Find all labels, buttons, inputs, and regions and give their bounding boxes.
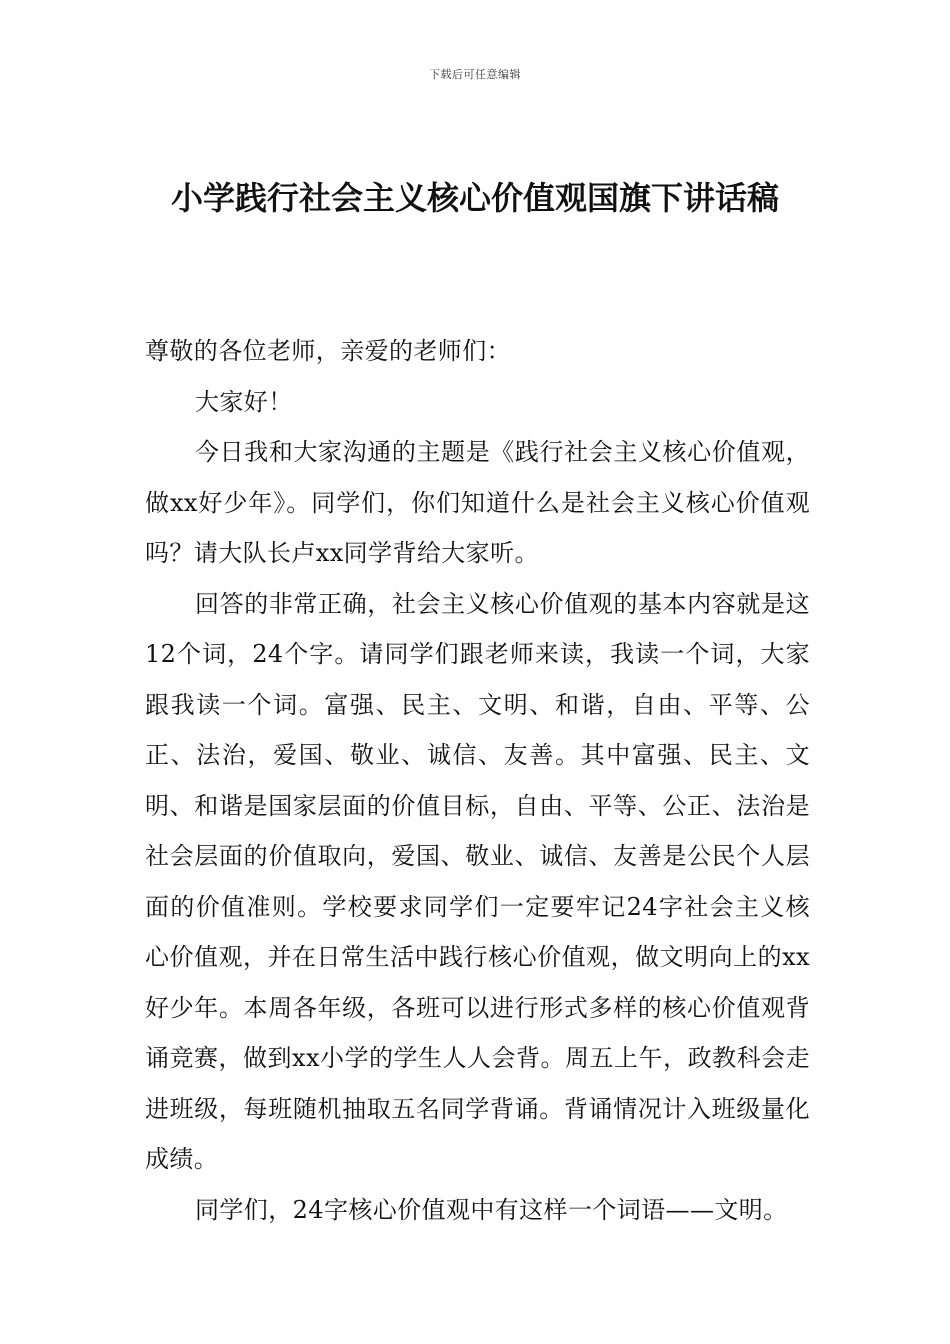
paragraph-greeting: 大家好！ xyxy=(195,387,293,416)
paragraph-civility: 同学们，24字核心价值观中有这样一个词语——文明。 xyxy=(195,1195,788,1224)
salutation: 尊敬的各位老师，亲爱的老师们： xyxy=(145,337,511,365)
page-title: 小学践行社会主义核心价值观国旗下讲话稿 xyxy=(170,179,779,217)
header-note: 下载后可任意编辑 xyxy=(429,68,521,81)
document-body xyxy=(145,326,810,1235)
paragraph-topic: 今日我和大家沟通的主题是《践行社会主义核心价值观，做xx好少年》。同学们，你们知道什么是社会主义核心价值观吗？请大队长卢xx同学背给大家听。 xyxy=(145,438,810,567)
paragraph-values: 回答的非常正确，社会主义核心价值观的基本内容就是这12个词，24个字。请同学们跟老师来读，我读一个词，大家跟我读一个词。富强、民主、文明、和谐，自由、平等、公正、法治，爱国、敬业、诚信、友善。其中富强、民主、文明、和谐是国家层面的价值目标，自由、平等、公正、法治是社会层面的价值取向，爱国、敬业、诚信、友善是公民个人层面的价值准则。学校要求同学们一定要牢记24字社会主义核心价值观，并在日常生活中践行核心价值观，做文明向上的xx好少年。本周各年级，各班可以进行形式多样的核心价值观背诵竞赛，做到xx小学的学生人人会背。周五上午，政教科会走进班级，每班随机抽取五名同学背诵。背诵情况计入班级量化成绩。 xyxy=(145,589,810,1173)
